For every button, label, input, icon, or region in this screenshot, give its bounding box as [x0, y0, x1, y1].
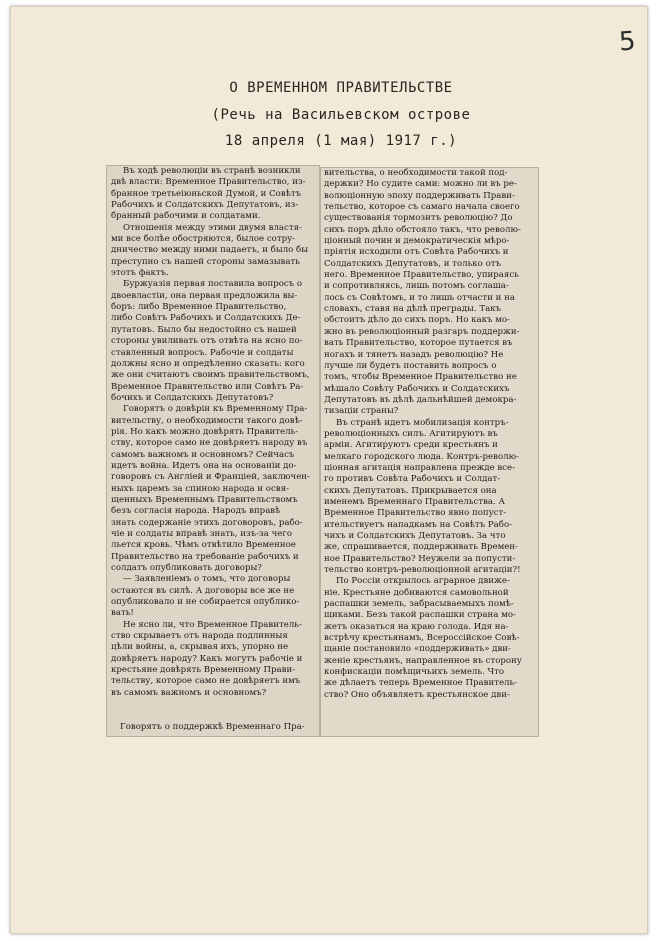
text-line: должны ясно и опредѣленно сказать: кого — [111, 358, 305, 369]
text-line: говоровъ съ Англіей и Франціей, заключен- — [111, 472, 310, 483]
text-line: тельство, которое съ самаго начала своего — [324, 202, 520, 213]
text-line: Солдатскихъ Депутатовъ, и только отъ — [324, 258, 501, 269]
left-footer-line: Говорятъ о поддержкѣ Временнаго Пра- — [120, 722, 305, 732]
text-line: волюціонную эпоху поддерживать Прави- — [324, 190, 515, 201]
text-line: Депутатовъ въ дѣлѣ дальнѣйшей демокра- — [324, 394, 517, 405]
text-line: и сопротивляясь, лишь потомъ соглаша- — [324, 281, 509, 292]
text-line: По Россіи открылось аграрное движе- — [336, 576, 510, 587]
text-line: либо Совѣтъ Рабочихъ и Солдатскихъ Де- — [111, 313, 301, 324]
text-line: тельству, которое само не довѣряетъ имъ — [111, 676, 301, 687]
text-line: ству, которое само не довѣряетъ народу въ — [111, 438, 308, 449]
text-line: томъ, чтобы Временное Правительство не — [324, 372, 517, 383]
text-line: ное Правительство? Неужели за попусти- — [324, 553, 516, 564]
text-line: чихъ и Солдатскихъ Депутатовъ. За что — [324, 531, 506, 541]
text-line: бранное третьеіюньской Думой, и Совѣтъ — [111, 188, 302, 199]
text-line: ми все болѣе обостряются, былое сотру- — [111, 234, 296, 245]
text-line: ныхъ царемъ за спиною народа и освя- — [111, 483, 289, 494]
text-line: распашки земель, забрасываемыхъ помѣ- — [324, 599, 514, 610]
text-line: знать содержаніе этихъ договоровъ, рабо- — [111, 517, 303, 528]
text-line: вительству, о необходимости такого довѣ- — [111, 415, 303, 426]
text-line: — Заявленіемъ о томъ, что договоры — [123, 574, 291, 585]
page-subtitle: (Речь на Васильевском острове — [211, 107, 471, 123]
text-line: рія. Но какъ можно довѣрять Правитель- — [111, 426, 299, 437]
text-line: солдатъ опубликовать договоры? — [111, 563, 262, 574]
text-line: существованія тормозитъ революцію? До — [324, 213, 513, 224]
text-line: арміи. Агитируютъ среди крестьянъ и — [324, 440, 498, 451]
text-line: щенныхъ Временнымъ Правительствомъ — [111, 494, 298, 505]
text-line: крестьяне довѣрять Временному Прави- — [111, 665, 296, 676]
text-line: тельство контръ-революціонной агитаціи?! — [324, 565, 521, 576]
text-line: ціонный почин и демократическія мѣро- — [324, 236, 510, 247]
text-line: двоевластіи, она первая предложила вы- — [111, 290, 298, 301]
text-line: боръ: либо Временное Правительство, — [111, 302, 287, 313]
text-line: ніе. Крестьяне добиваются самовольной — [324, 587, 509, 598]
text-line: обстоитъ дѣло до сихъ поръ. Но какъ мо- — [324, 315, 510, 326]
text-line: опубликовало и не собирается опублико- — [111, 597, 300, 608]
text-line: Буржуазія первая поставила вопросъ о — [123, 279, 303, 290]
text-line: революціонныхъ силъ. Агитируютъ въ — [324, 428, 498, 439]
text-line: ство скрываетъ отъ народа подлинныя — [111, 631, 288, 642]
text-line: льется кровь. Чѣмъ отвѣтило Временное — [111, 540, 296, 551]
text-line: скихъ Депутатовъ. Прикрывается она — [324, 485, 497, 496]
text-line: Правительство на требованіе рабочихъ и — [111, 551, 299, 562]
text-line: же дѣлаетъ теперь Временное Правитель- — [324, 678, 518, 689]
text-line: въ самомъ важномъ и основномъ? — [111, 687, 267, 698]
text-line: чіе и солдаты вправѣ знать, изъ-за чего — [111, 529, 293, 539]
text-line: Временное Правительство явно попуст- — [324, 508, 507, 519]
text-line: бранный рабочими и солдатами. — [111, 211, 261, 222]
text-line: сихъ поръ дѣло обстояло такъ, что револю- — [324, 224, 521, 235]
text-line: ство? Оно объявляетъ крестьянское дви- — [324, 689, 510, 700]
text-line: самомъ важномъ и основномъ? Сейчасъ — [111, 449, 295, 460]
text-line: лось съ Совѣтомъ, и то лишь отчасти и на — [324, 292, 515, 303]
text-line: ногахъ и тянетъ назадъ революцію? Не — [324, 349, 504, 360]
text-line: встрѣчу крестьянамъ, Всероссійское Совѣ- — [324, 633, 520, 644]
page-title: О ВРЕМЕННОМ ПРАВИТЕЛЬСТВЕ — [229, 80, 453, 96]
text-line: Рабочихъ и Солдатскихъ Депутатовъ, из- — [111, 200, 299, 211]
text-line: Въ ходѣ революціи въ странѣ возникли — [123, 166, 301, 176]
newspaper-clipping-left — [106, 165, 320, 737]
text-line: вительства, о необходимости такой под- — [324, 168, 508, 178]
text-line: вать Правительство, которое путается въ — [324, 338, 513, 349]
text-line: лучше ли будетъ поставить вопросъ о — [324, 360, 497, 371]
text-line: щаніе постановило «поддерживать» дви- — [324, 644, 511, 655]
text-line: Въ странѣ идетъ мобилизація контръ- — [336, 417, 509, 428]
text-line: держки? Но судите сами: можно ли въ ре- — [324, 179, 517, 190]
text-line: жетъ оказаться на краю голода. Идя на- — [324, 621, 509, 632]
text-line: женіе крестьянъ, направленное въ сторону — [324, 655, 522, 666]
text-line: мелкаго городского люда. Контръ-револю- — [324, 451, 519, 462]
text-line: этотъ фактъ. — [111, 268, 169, 279]
text-line: безъ согласія народа. Народъ вправѣ — [111, 506, 281, 517]
text-line: Отношенія между этими двумя властя- — [123, 222, 302, 233]
text-line: идетъ война. Идетъ она на основаніи до- — [111, 460, 297, 471]
text-line: пріятія исходили отъ Совѣта Рабочихъ и — [324, 247, 509, 258]
text-line: бочихъ и Солдатскихъ Депутатовъ? — [111, 392, 274, 403]
text-line: вать! — [111, 608, 134, 619]
text-line: ительствуетъ нападкамъ на Совѣтъ Рабо- — [324, 519, 513, 530]
page-date: 18 апреля (1 мая) 1917 г.) — [224, 133, 458, 149]
text-line: словахъ, ставя на дѣлѣ преграды. Такъ — [324, 304, 502, 315]
text-line: мѣшало Совѣту Рабочихъ и Солдатскихъ — [324, 383, 510, 394]
text-line: преступно съ нашей стороны замазывать — [111, 256, 300, 267]
text-line: двѣ власти: Временное Правительство, из- — [111, 177, 306, 188]
text-line: конфискаціи помѣщичьихъ земель. Что — [324, 667, 505, 678]
text-line: тизаціи страны? — [324, 406, 399, 417]
text-line: ставленный вопросъ. Рабочіе и солдаты — [111, 347, 294, 358]
text-line: цѣли войны, а, скрывая ихъ, упорно не — [111, 642, 289, 653]
text-line: него. Временное Правительство, упираясь — [324, 270, 519, 281]
text-line: щиками. Безъ такой распашки страна мо- — [324, 610, 516, 621]
page-number: 5 — [617, 26, 637, 58]
text-line: именемъ Временнаго Правительства. А — [324, 496, 506, 507]
text-line: жно въ революціонный разгаръ поддержи- — [324, 326, 520, 337]
text-line: же, спрашивается, поддерживать Времен- — [324, 542, 518, 553]
text-line: ціонная агитація направлена прежде все- — [324, 462, 515, 473]
text-line: Временное Правительство или Совѣтъ Ра- — [111, 381, 304, 392]
newspaper-clipping-right — [320, 167, 539, 737]
text-line: же они считаютъ своимъ правительствомъ, — [111, 370, 310, 381]
text-line: го противъ Совѣта Рабочихъ и Солдат- — [324, 474, 501, 485]
text-line: Говорятъ о довѣріи къ Временному Пра- — [123, 404, 308, 415]
text-line: остаются въ силѣ. А договоры все же не — [111, 585, 295, 596]
text-line: стороны увиливать отъ отвѣта на ясно по- — [111, 336, 303, 347]
text-line: дничество между ними падаетъ, и было бы — [111, 245, 309, 256]
text-line: путатовъ. Было бы недостойно съ нашей — [111, 324, 297, 335]
text-line: Не ясно ли, что Временное Правитель- — [123, 619, 302, 630]
text-line: довѣряетъ народу? Какъ могутъ рабочіе и — [111, 653, 303, 664]
